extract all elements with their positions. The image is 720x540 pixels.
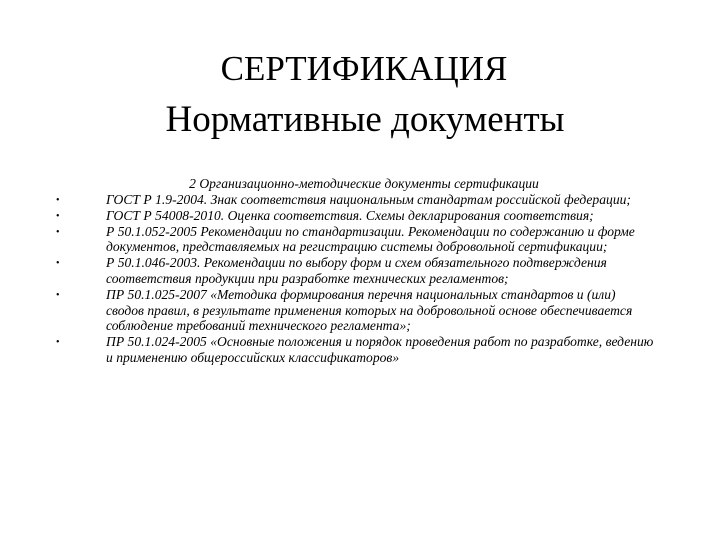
- document-entry-text: Р 50.1.046-2003. Рекомендации по выбору форм и схем обязательного подтверждения соответствия продукции при разработке технических регламентов;: [106, 255, 607, 286]
- list-item: [56, 192, 656, 208]
- list-item: [56, 255, 656, 287]
- document-entry-text: ГОСТ Р 54008-2010. Оценка соответствия. Схемы декларирования соответствия;: [106, 207, 594, 223]
- list-item: [56, 224, 656, 256]
- title-line-certification: СЕРТИФИКАЦИЯ: [220, 49, 508, 88]
- document-entry-text: Р 50.1.052-2005 Рекомендации по стандартизации. Рекомендации по содержанию и форме документов, представляемых на регистрацию системы добровольной сертификации;: [106, 223, 635, 255]
- slide-title: [0, 44, 720, 146]
- document-list: [56, 192, 656, 366]
- bullet-icon: •: [56, 258, 60, 270]
- bullet-icon: •: [56, 337, 60, 349]
- bullet-icon: •: [56, 226, 60, 238]
- bullet-icon: •: [56, 210, 60, 222]
- section-subtitle: 2 Организационно-методические документы сертификации: [189, 176, 539, 191]
- list-item: [56, 208, 656, 224]
- bullet-icon: •: [56, 289, 60, 301]
- bullet-icon: •: [56, 195, 60, 206]
- title-line-normative-documents: Нормативные документы: [165, 99, 565, 140]
- document-entry-text: ПР 50.1.025-2007 «Методика формирования перечня национальных стандартов и (или) сводов правил, в результате применения которых на добровольной основе обеспечивается соблюдение требований технического регламента»;: [106, 286, 633, 334]
- list-item: [56, 287, 656, 334]
- document-entry-text: ПР 50.1.024-2005 «Основные положения и порядок проведения работ по разработке, ведению и применению общероссийских классификаторов»: [106, 334, 654, 365]
- list-item: [56, 334, 656, 366]
- document-entry-text: ГОСТ Р 1.9-2004. Знак соответствия национальным стандартам российской федерации;: [106, 192, 631, 207]
